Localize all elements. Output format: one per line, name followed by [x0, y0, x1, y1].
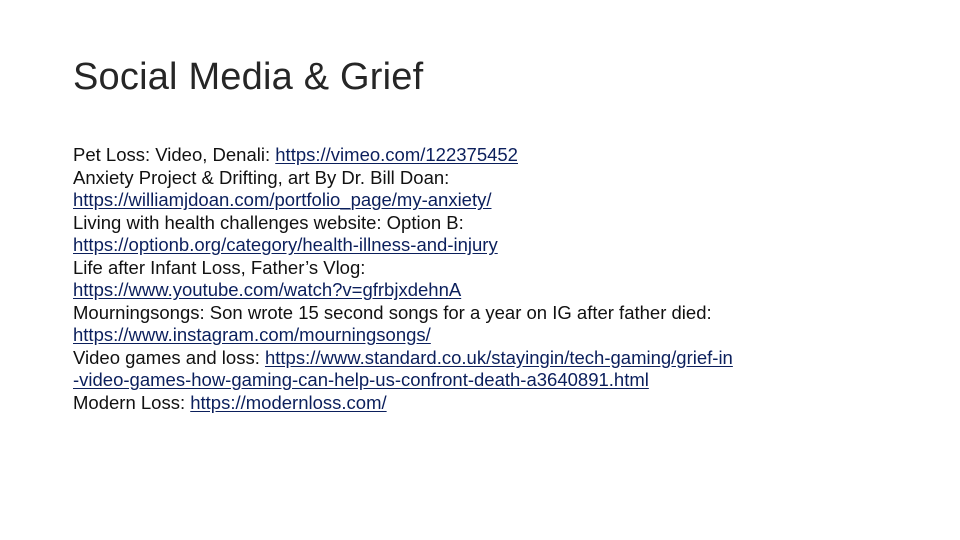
line-text: Mourningsongs: Son wrote 15 second songs for a year on IG after father died:	[73, 301, 712, 323]
link-modernloss[interactable]: https://modernloss.com/	[190, 391, 387, 413]
link-williamjdoan[interactable]: https://williamjdoan.com/portfolio_page/my-anxiety/	[73, 189, 492, 210]
link-vimeo[interactable]: https://vimeo.com/122375452	[275, 144, 518, 165]
line-pet-loss	[73, 144, 903, 167]
line-mourningsongs	[73, 302, 903, 325]
line-health-challenges	[73, 212, 903, 235]
slide-body	[73, 144, 903, 414]
slide-title: Social Media & Grief	[73, 56, 424, 98]
line-video-games	[73, 347, 903, 370]
line-text: Anxiety Project & Drifting, art By Dr. Bill Doan:	[73, 166, 450, 188]
line-text: Pet Loss: Video, Denali:	[73, 144, 276, 165]
link-standard-part1[interactable]: https://www.standard.co.uk/stayingin/tech-gaming/grief-in	[264, 346, 733, 368]
link-youtube[interactable]: https://www.youtube.com/watch?v=gfrbjxdehnA	[73, 279, 462, 300]
line-infant-loss	[73, 257, 903, 280]
line-anxiety-project	[73, 167, 903, 190]
line-instagram-link	[73, 324, 903, 347]
link-optionb[interactable]: https://optionb.org/category/health-illness-and-injury	[73, 234, 498, 255]
link-instagram[interactable]: https://www.instagram.com/mourningsongs/	[73, 324, 431, 345]
line-text: Modern Loss:	[73, 391, 191, 413]
line-text: Life after Infant Loss, Father’s Vlog:	[73, 256, 366, 278]
line-text: Living with health challenges website: Option B:	[73, 211, 464, 233]
line-anxiety-link	[73, 189, 903, 212]
line-youtube-link	[73, 279, 903, 302]
line-video-games-cont	[73, 369, 903, 392]
line-modern-loss	[73, 392, 903, 415]
line-text: Video games and loss:	[73, 346, 265, 368]
link-standard-part2[interactable]: -video-games-how-gaming-can-help-us-confront-death-a3640891.html	[73, 369, 649, 390]
line-optionb-link	[73, 234, 903, 257]
